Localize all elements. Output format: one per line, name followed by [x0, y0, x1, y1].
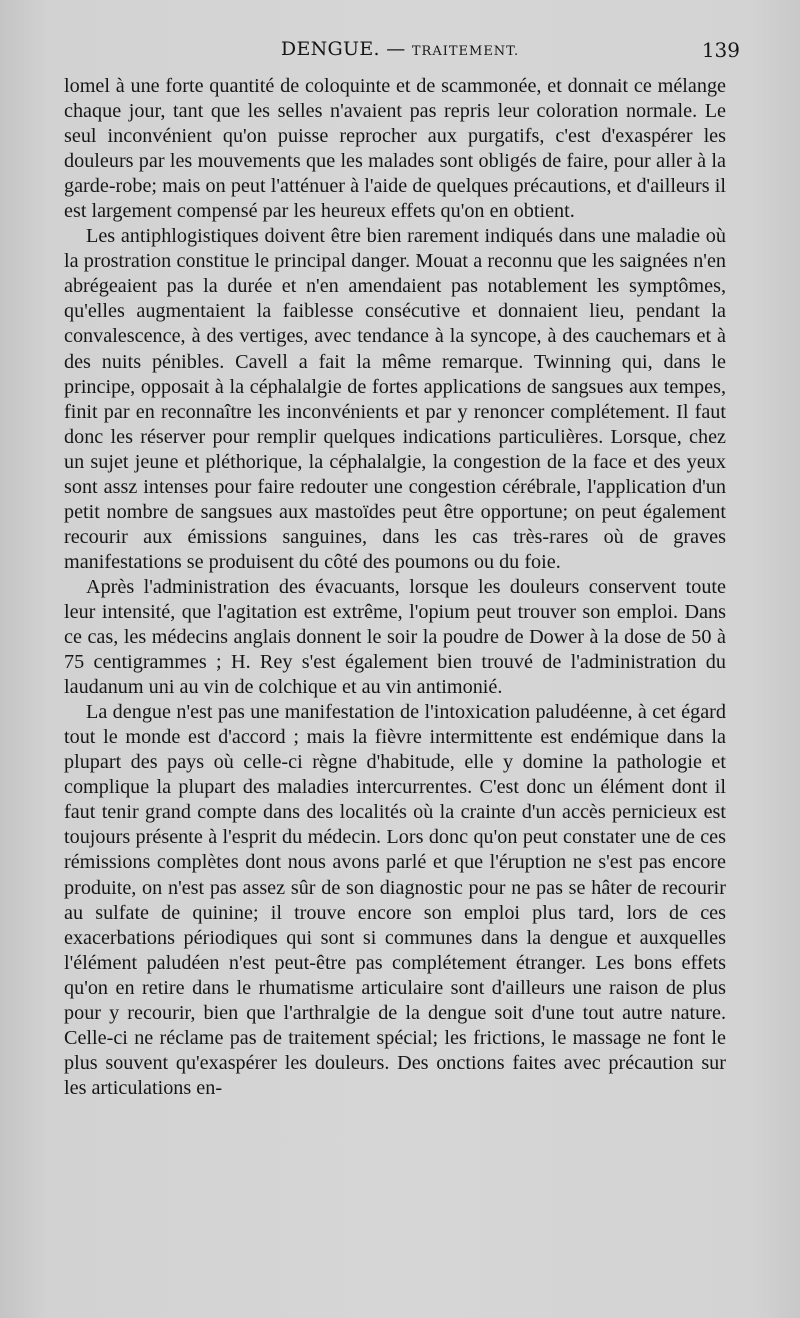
running-title-dash: — — [386, 38, 406, 60]
page-number: 139 — [701, 38, 740, 62]
running-title-subtitle: TRAITEMENT. — [411, 44, 520, 59]
paragraph-antiphlogistiques: Les antiphlogistiques doivent être bien rarement indiqués dans une maladie où la prostration constitue le principal danger. Mouat a reconnu que les saignées n'en abrégeaient pas la durée et n'en amendaient pas notablement les symptômes, qu'elles augmentaient la faiblesse consécutive et donnaient lieu, pendant la convalescence, à des vertiges, avec tendance à la syncope, à des cauchemars et à des nuits pénibles. Cavell a fait la même remarque. Twinning qui, dans le principe, opposait à la céphalalgie de fortes applications de sangsues aux tempes, finit par en reconnaître les inconvénients et par y renoncer complétement. Il faut donc les réserver pour remplir quelques indications particulières. Lorsque, chez un sujet jeune et pléthorique, la céphalalgie, la congestion de la face et des yeux sont assz intenses pour faire redouter une congestion cérébrale, l'application d'un petit nombre de sangsues aux mastoïdes peut être opportune; on peut également recourir aux émissions sanguines, dans les cas très-rares où de graves manifestations se produisent du côté des poumons ou du foie. — [64, 225, 726, 573]
paragraph-quinine: La dengue n'est pas une manifestation de l'intoxication paludéenne, à cet égard tout le monde est d'accord ; mais la fièvre intermittente est endémique dans la plupart des pays où celle-ci règne d'habitude, elle y domine la pathologie et complique la plupart des maladies intercurrentes. C'est donc un élément dont il faut tenir grand compte dans des localités où la crainte d'un accès pernicieux est toujours présente à l'esprit du médecin. Lors donc qu'on peut constater une de ces rémissions complètes dont nous avons parlé et que l'éruption ne s'est pas encore produite, on n'est pas assez sûr de son diagnostic pour ne pas se hâter de recourir au sulfate de quinine; il trouve encore son emploi plus tard, lors de ces exacerbations périodiques qui sont si communes dans la dengue et auxquelles l'élément paludéen n'est peut-être pas complétement étranger. Les bons effets qu'on en retire dans le rhumatisme articulaire sont d'ailleurs une raison de plus pour y recourir, bien que l'arthralgie de la dengue soit d'une tout autre nature. Celle-ci ne réclame pas de traitement spécial; les frictions, le massage ne font le plus souvent qu'exaspérer les douleurs. Des onctions faites avec précaution sur les articulations en- — [64, 701, 726, 1099]
paragraph-purgatifs: lomel à une forte quantité de coloquinte et de scammonée, et donnait ce mélange chaque jour, tant que les selles n'avaient pas repris leur coloration normale. Le seul inconvénient qu'on puisse reprocher aux purgatifs, c'est d'exaspérer les douleurs par les mouvements que les malades sont obligés de faire, pour aller à la garde-robe; mais on peut l'atténuer à l'aide de quelques précautions, et d'ailleurs il est largement compensé par les heureux effets qu'on en obtient. — [64, 75, 726, 223]
page-header — [60, 38, 740, 72]
paragraph-opium: Après l'administration des évacuants, lorsque les douleurs conservent toute leur intensité, que l'agitation est extrême, l'opium peut trouver son emploi. Dans ce cas, les médecins anglais donnent le soir la poudre de Dower à la dose de 50 à 75 centigrammes ; H. Rey s'est également bien trouvé de l'administration du laudanum uni au vin de colchique et au vin antimonié. — [64, 575, 726, 699]
running-title — [60, 38, 740, 60]
running-title-main: DENGUE. — [280, 38, 380, 60]
body-text — [64, 74, 726, 1101]
